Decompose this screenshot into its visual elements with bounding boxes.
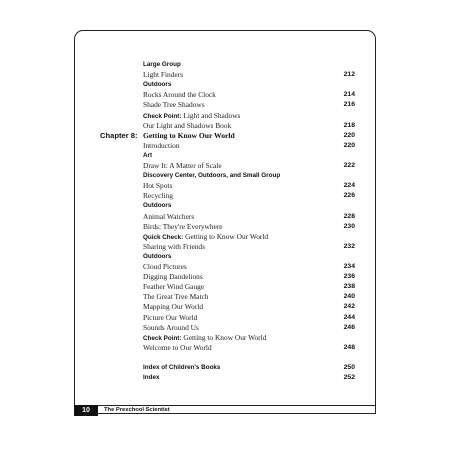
- toc-entry: [143, 333, 266, 343]
- chapter-label: Chapter 8:: [100, 130, 138, 140]
- toc-page-number: 236: [343, 273, 355, 281]
- toc-page-number: 248: [343, 343, 355, 351]
- toc-entry: [143, 302, 203, 312]
- toc-page-number: 226: [343, 192, 355, 200]
- toc-page-number: 252: [343, 374, 355, 382]
- toc-section-heading: Index of Children's Books: [143, 364, 221, 371]
- toc-page-number: 220: [343, 141, 355, 149]
- toc-entry-title: Animal Watchers: [143, 211, 195, 221]
- toc-page-number: 238: [343, 283, 355, 291]
- toc-page-number: 212: [343, 71, 355, 79]
- toc-entry-title: Digging Dandelions: [143, 272, 203, 282]
- toc-entry-title: Hot Spots: [143, 181, 173, 191]
- toc-entry: [143, 181, 172, 191]
- toc-entry: [143, 242, 205, 252]
- toc-entry: [143, 100, 205, 110]
- toc-entry-label: Check Point:: [143, 112, 182, 120]
- toc-entry-title: Mapping Our World: [143, 302, 204, 312]
- toc-entry: [143, 292, 208, 302]
- toc-page-number: 230: [343, 222, 355, 230]
- toc-section-heading: Art: [143, 151, 153, 159]
- toc-page-number: 216: [343, 101, 355, 109]
- toc-page-number: 218: [343, 121, 355, 129]
- toc-page-number: 232: [343, 242, 355, 250]
- toc-page-number: 222: [343, 162, 355, 169]
- toc-page-number: 220: [343, 131, 355, 139]
- toc-entry-title: Light and Shadows: [183, 110, 241, 120]
- toc-page-number: 242: [343, 303, 355, 311]
- toc-entry: [143, 272, 203, 282]
- toc-entry: [143, 282, 204, 292]
- toc-entry-title: Our Light and Shadows Book: [143, 120, 232, 130]
- toc-entry-label: Check Point:: [143, 334, 182, 342]
- chapter-title: Getting to Know Our World: [143, 130, 235, 140]
- toc-page-number: 224: [343, 182, 355, 190]
- toc-entry: [143, 141, 180, 151]
- toc-section-heading: Outdoors: [143, 202, 172, 210]
- toc-section-heading: Outdoors: [143, 81, 172, 89]
- toc-entry: [143, 343, 212, 353]
- toc-page-number: 246: [343, 323, 355, 331]
- toc-entry-title: Draw It: A Matter of Scale: [143, 161, 222, 170]
- toc-section-heading: Large Group: [143, 61, 181, 68]
- toc-page-number: 250: [343, 364, 355, 371]
- toc-entry: [143, 262, 187, 272]
- toc-page-number: 234: [343, 263, 355, 270]
- toc-entry: [143, 232, 268, 242]
- toc-page-number: 214: [343, 91, 355, 99]
- toc-entry-title: Recycling: [143, 191, 173, 201]
- toc-entry-title: Shade Tree Shadows: [143, 100, 205, 110]
- toc-entry-title: Introduction: [143, 140, 180, 150]
- toc-section-heading: Index: [143, 374, 160, 382]
- toc-entry: [143, 212, 194, 222]
- toc-entry: [143, 121, 231, 131]
- toc-entry: [143, 90, 216, 100]
- toc-entry-title: Cloud Pictures: [143, 262, 187, 271]
- toc-page-number: 228: [343, 212, 355, 220]
- toc-entry-title: Picture Our World: [143, 312, 198, 322]
- toc-page-number: 240: [343, 293, 355, 301]
- toc-entry: [143, 70, 183, 80]
- toc-entry-title: Getting to Know Our World: [183, 332, 267, 342]
- footer-page-number: 10: [74, 405, 98, 416]
- toc-entry: [143, 313, 197, 323]
- toc-section-heading: Outdoors: [143, 252, 172, 260]
- toc-entry-title: The Great Tree Match: [143, 292, 209, 302]
- toc-entry-title: Feather Wind Gauge: [143, 282, 205, 292]
- toc-entry-title: Getting to Know Our World: [185, 231, 269, 241]
- toc-entry: [143, 111, 240, 121]
- toc-entry-title: Light Finders: [143, 70, 184, 80]
- toc-entry-title: Welcome to Our World: [143, 342, 212, 352]
- toc-entry-title: Sharing with Friends: [143, 241, 205, 251]
- toc-entry-title: Rocks Around the Clock: [143, 90, 216, 100]
- toc-page-number: 244: [343, 313, 355, 321]
- toc-entry: [143, 161, 222, 171]
- toc-entry: [143, 191, 173, 201]
- toc-entry-label: Quick Check:: [143, 233, 184, 241]
- toc-entry-title: Birds: They're Everywhere: [143, 221, 223, 231]
- footer-book-title: The Preschool Scientist: [104, 407, 170, 413]
- toc-section-heading: Discovery Center, Outdoors, and Small Group: [143, 172, 281, 180]
- toc-entry-title: Sounds Around Us: [143, 322, 199, 332]
- toc-entry: [143, 222, 223, 232]
- toc-entry: [143, 323, 199, 333]
